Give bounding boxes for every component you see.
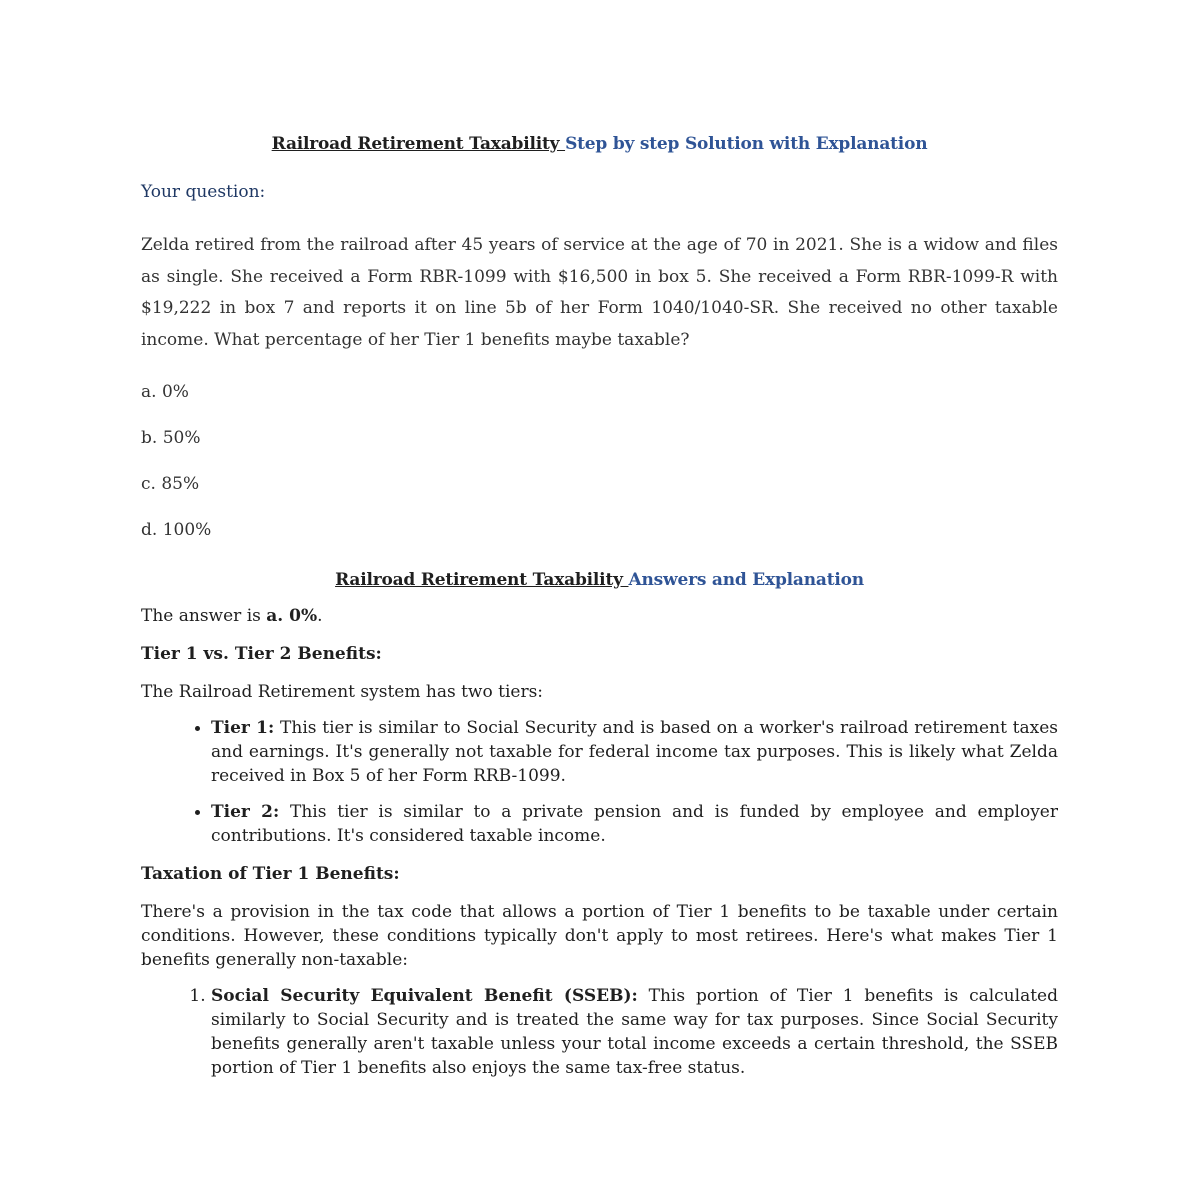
section-title-taxation: Taxation of Tier 1 Benefits: [141, 864, 400, 884]
question-label: Your question: [141, 182, 266, 202]
option-b: b. 50% [141, 428, 201, 448]
heading-title-underlined: Railroad Retirement Taxability [271, 134, 566, 154]
document-page [141, 134, 1058, 1092]
question-text: Zelda retired from the railroad after 45 years of service at the age of 70 in 2021. She is a widow and files as single. She received a Form RBR-1099 with $16,500 in box 5. She received a Form RBR-1099-R with $19,222 in box 7 and reports it on line 5b of her Form 1040/1040-SR. She received no other taxable income. What percentage of her Tier 1 benefits maybe taxable? [141, 235, 1058, 350]
section-intro-tiers: The Railroad Retirement system has two tiers: [141, 682, 544, 702]
nontax-text: This portion of Tier 1 benefits is calculated similarly to Social Security and is treated the same way for tax purposes. Since Social Security benefits generally aren't taxable unless your total income exceeds a certain threshold, the SSEB portion of Tier 1 benefits also enjoys the same tax-free status. [211, 986, 1058, 1078]
section-title-tiers: Tier 1 vs. Tier 2 Benefits: [141, 644, 382, 664]
list-item [211, 800, 1058, 848]
answer-prefix: The answer is [141, 606, 267, 626]
tier-list [141, 716, 1058, 848]
answer-line [141, 604, 1058, 628]
answers-heading [141, 570, 1058, 590]
answer-value: a. 0% [266, 606, 318, 626]
answers-heading-subtitle: Answers and Explanation [628, 570, 864, 590]
option-c: c. 85% [141, 474, 200, 494]
tier-label: Tier 1: [211, 718, 275, 738]
answer-suffix: . [317, 606, 323, 626]
nontax-list [141, 984, 1058, 1080]
nontax-label: Social Security Equivalent Benefit (SSEB): [211, 986, 638, 1006]
tier-text: This tier is similar to Social Security and is based on a worker's railroad retirement taxes and earnings. It's generally not taxable for federal income tax purposes. This is likely what Zelda received in Box 5 of her Form RRB-1099. [211, 718, 1058, 786]
tier-text: This tier is similar to a private pension and is funded by employee and employer contributions. It's considered taxable income. [211, 802, 1058, 846]
answers-heading-title-underlined: Railroad Retirement Taxability [335, 570, 629, 590]
tier-label: Tier 2: [211, 802, 280, 822]
list-item [211, 716, 1058, 788]
section-intro-taxation: There's a provision in the tax code that allows a portion of Tier 1 benefits to be taxable under certain conditions. However, these conditions typically don't apply to most retirees. Here's what makes Tier 1 benefits generally non-taxable: [141, 902, 1058, 970]
list-item [211, 984, 1058, 1080]
solution-heading [141, 134, 1058, 154]
option-a: a. 0% [141, 382, 189, 402]
option-d: d. 100% [141, 520, 212, 540]
heading-subtitle: Step by step Solution with Explanation [565, 134, 928, 154]
